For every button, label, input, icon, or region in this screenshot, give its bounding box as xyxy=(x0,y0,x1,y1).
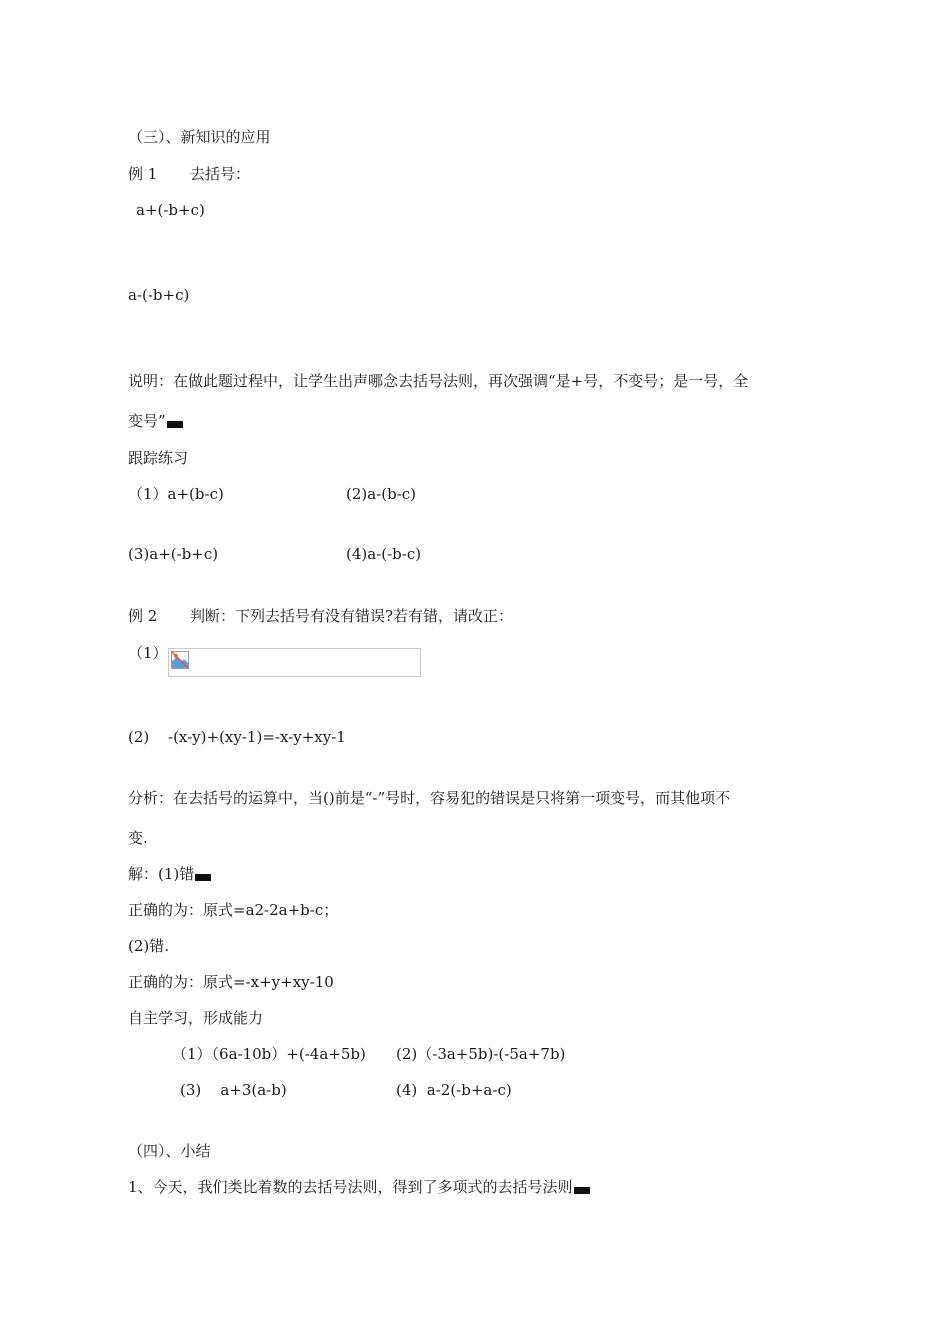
paragraph-mark-icon xyxy=(167,421,183,428)
note-line-2: 变号” xyxy=(128,411,183,431)
example-1-expression-1: a+(-b+c) xyxy=(136,201,205,219)
practice-item-1: （1）a+(b-c) xyxy=(128,485,224,503)
summary-line-1: 1、今天，我们类比着数的去括号法则，得到了多项式的去括号法则 xyxy=(128,1177,590,1197)
section-3-title: （三）、新知识的应用 xyxy=(128,128,271,146)
self-study-item-1: （1）（6a-10b）+(-4a+5b) xyxy=(172,1045,366,1063)
paragraph-mark-icon xyxy=(574,1187,590,1194)
broken-image-icon xyxy=(171,651,189,669)
solution-line-2: 正确的为：原式=a2-2a+b-c； xyxy=(128,901,339,919)
self-study-item-3: (3) a+3(a-b) xyxy=(180,1081,287,1099)
analysis-line-2: 变. xyxy=(128,829,148,847)
practice-title: 跟踪练习 xyxy=(128,449,189,467)
practice-item-3: (3)a+(-b+c) xyxy=(128,545,219,563)
practice-item-2: (2)a-(b-c) xyxy=(346,485,417,503)
example-1-expression-2: a-(-b+c) xyxy=(128,286,190,304)
example-1-title: 去括号： xyxy=(190,165,251,183)
self-study-item-4: (4) a-2(-b+a-c) xyxy=(396,1081,512,1099)
example-1-label: 例 1 xyxy=(128,165,158,183)
example-2-label: 例 2 xyxy=(128,607,158,625)
solution-line-1: 解：(1)错 xyxy=(128,864,211,884)
note-line-1: 说明：在做此题过程中，让学生出声哪念去括号法则，再次强调“是+号，不变号；是一号，全 xyxy=(128,372,749,390)
practice-item-4: (4)a-(-b-c) xyxy=(346,545,422,563)
self-study-item-2: (2)（-3a+5b)-(-5a+7b) xyxy=(396,1045,566,1063)
example-2-item-2-expression: -(x-y)+(xy-1)=-x-y+xy-1 xyxy=(168,728,346,746)
solution-line-4: 正确的为：原式=-x+y+xy-10 xyxy=(128,973,334,991)
analysis-line-1: 分析：在去括号的运算中，当()前是“-”号时，容易犯的错误是只将第一项变号，而其他项不 xyxy=(128,789,731,807)
solution-line-3: (2)错. xyxy=(128,937,170,955)
example-2-item-2-label: (2) xyxy=(128,728,150,746)
section-4-title: （四）、小结 xyxy=(128,1142,211,1160)
self-study-title: 自主学习，形成能力 xyxy=(128,1009,264,1027)
paragraph-mark-icon xyxy=(195,874,211,881)
broken-image-placeholder xyxy=(168,648,421,677)
example-2-item-1-label: （1） xyxy=(128,644,168,662)
example-2-title: 判断：下列去括号有没有错误?若有错，请改正： xyxy=(190,607,514,625)
